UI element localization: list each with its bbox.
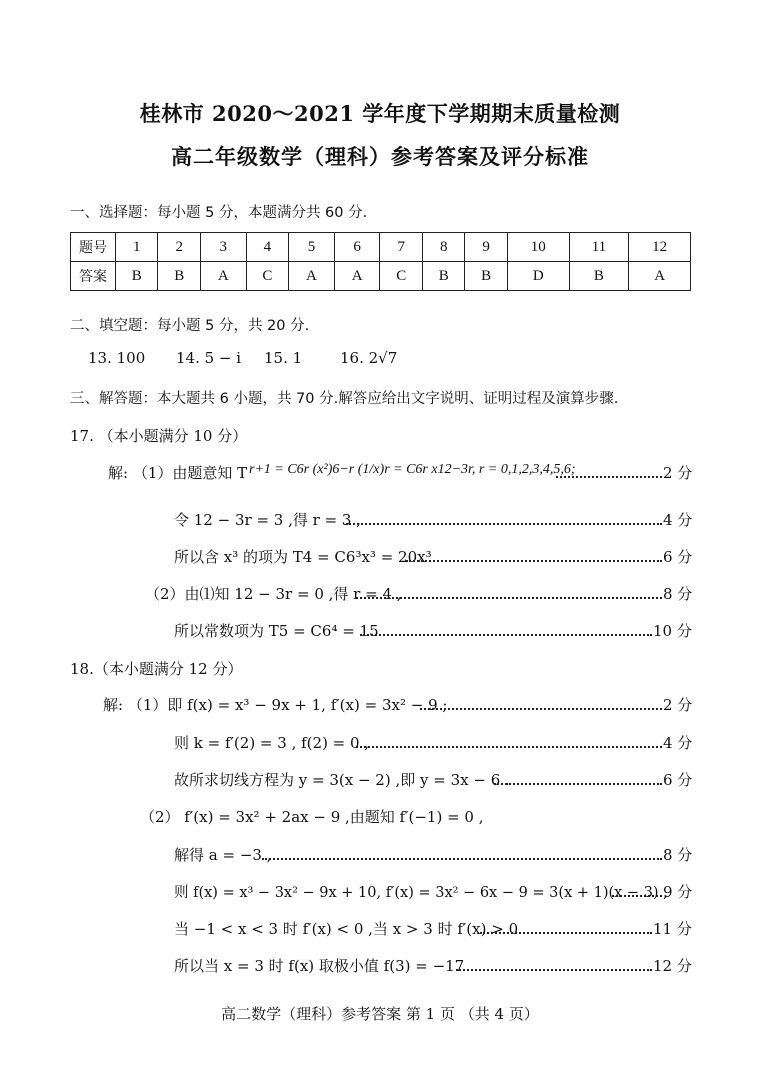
answer-cell: B (569, 262, 629, 291)
dot-leader (494, 783, 662, 785)
dot-leader (556, 476, 662, 478)
q18-score2: 4 分 (663, 734, 693, 752)
q18-line6-text: 则 f(x) = x³ − 3x² − 9x + 10, f′(x) = 3x² − 6x − 9 = 3(x + 1)(x − 3) , (174, 885, 668, 901)
q18-line1-text: 解: （1）即 f(x) = x³ − 9x + 1, f′(x) = 3x² − 9 ; (103, 696, 448, 714)
q17-line1-text: 解: （1）由题意知 T (108, 464, 248, 482)
dot-leader (346, 523, 662, 525)
answer-cell: C (246, 262, 288, 291)
fill-answer-14: 14. 5 − i (176, 349, 242, 367)
row-header-question: 题号 (71, 233, 116, 262)
question-number: 11 (569, 233, 629, 262)
dot-leader (406, 560, 662, 562)
document-subtitle: 高二年级数学（理科）参考答案及评分标准 (171, 144, 589, 169)
answer-cell: A (629, 262, 691, 291)
q17-line4-text: （2）由⑴知 12 − 3r = 0 ,得 r = 4 , (145, 585, 402, 603)
answer-cell: D (507, 262, 569, 291)
table-row-answers (71, 262, 691, 291)
table-row-numbers (71, 233, 691, 262)
question-number: 4 (246, 233, 288, 262)
question-number: 5 (289, 233, 335, 262)
answer-cell: B (158, 262, 200, 291)
question-number: 3 (200, 233, 246, 262)
answer-table (70, 232, 691, 291)
dot-leader (480, 932, 652, 934)
question-number: 7 (380, 233, 422, 262)
dot-leader (420, 708, 662, 710)
q18-line4-text: （2） f′(x) = 3x² + 2ax − 9 ,由题知 f′(−1) = 0 , (140, 808, 484, 826)
fill-answer-16: 16. 2√7 (340, 349, 398, 367)
answer-cell: A (334, 262, 380, 291)
row-header-answer: 答案 (71, 262, 116, 291)
q18-score6: 9 分 (663, 883, 693, 901)
question-number: 6 (334, 233, 380, 262)
q17-line1-math: r+1 = C6r (x²)6−r (1/x)r = C6r x12−3r, r = 0,1,2,3,4,5,6; (249, 462, 576, 477)
answer-cell: A (200, 262, 246, 291)
document-title: 桂林市 2020～2021 学年度下学期期末质量检测 (139, 101, 621, 126)
answer-cell: B (422, 262, 464, 291)
q18-score5: 8 分 (663, 846, 693, 864)
answer-cell: B (116, 262, 158, 291)
answer-cell: B (465, 262, 507, 291)
dot-leader (356, 597, 662, 599)
question-number: 12 (629, 233, 691, 262)
q17-line2-text: 令 12 − 3r = 3 ,得 r = 3 , (174, 511, 361, 529)
question-number: 2 (158, 233, 200, 262)
question-number: 8 (422, 233, 464, 262)
q17-heading: 17. （本小题满分 10 分） (70, 427, 248, 445)
dot-leader (360, 634, 652, 636)
dot-leader (612, 895, 662, 897)
q18-heading: 18.（本小题满分 12 分） (70, 660, 243, 678)
question-number: 10 (507, 233, 569, 262)
q18-line5-text: 解得 a = −3 , (174, 846, 272, 864)
q18-score3: 6 分 (663, 771, 693, 789)
answer-cell: A (289, 262, 335, 291)
q18-score8: 12 分 (653, 957, 692, 975)
question-number: 1 (116, 233, 158, 262)
q18-line7-text: 当 −1 < x < 3 时 f′(x) < 0 ,当 x > 3 时 f′(x) > 0 (174, 920, 519, 938)
q17-score4: 8 分 (663, 585, 693, 603)
page-footer: 高二数学（理科）参考答案 第 1 页 （共 4 页） (221, 1005, 539, 1023)
q18-score7: 11 分 (653, 920, 692, 938)
q18-line2-text: 则 k = f′(2) = 3 , f(2) = 0 , (174, 734, 370, 752)
q18-line8-text: 所以当 x = 3 时 f(x) 取极小值 f(3) = −17 (174, 957, 465, 975)
q17-line5-text: 所以常数项为 T5 = C6⁴ = 15 (174, 622, 379, 640)
q17-line3-text: 所以含 x³ 的项为 T4 = C6³x³ = 20x³. (174, 548, 437, 566)
answer-cell: C (380, 262, 422, 291)
q18-score1: 2 分 (663, 696, 693, 714)
section2-heading: 二、填空题：每小题 5 分，共 20 分. (70, 318, 310, 334)
q17-score1: 2 分 (663, 464, 693, 482)
section3-heading: 三、解答题：本大题共 6 小题，共 70 分.解答应给出文字说明、证明过程及演算步骤. (70, 391, 619, 407)
dot-leader (456, 969, 652, 971)
fill-answer-15: 15. 1 (264, 349, 303, 367)
section1-heading: 一、选择题：每小题 5 分，本题满分共 60 分. (70, 205, 368, 221)
question-number: 9 (465, 233, 507, 262)
q17-score2: 4 分 (663, 511, 693, 529)
dot-leader (262, 858, 662, 860)
dot-leader (356, 746, 662, 748)
q18-line3-text: 故所求切线方程为 y = 3(x − 2) ,即 y = 3x − 6 . (174, 771, 510, 789)
fill-answer-13: 13. 100 (88, 349, 146, 367)
q17-score3: 6 分 (663, 548, 693, 566)
q17-score5: 10 分 (653, 622, 692, 640)
